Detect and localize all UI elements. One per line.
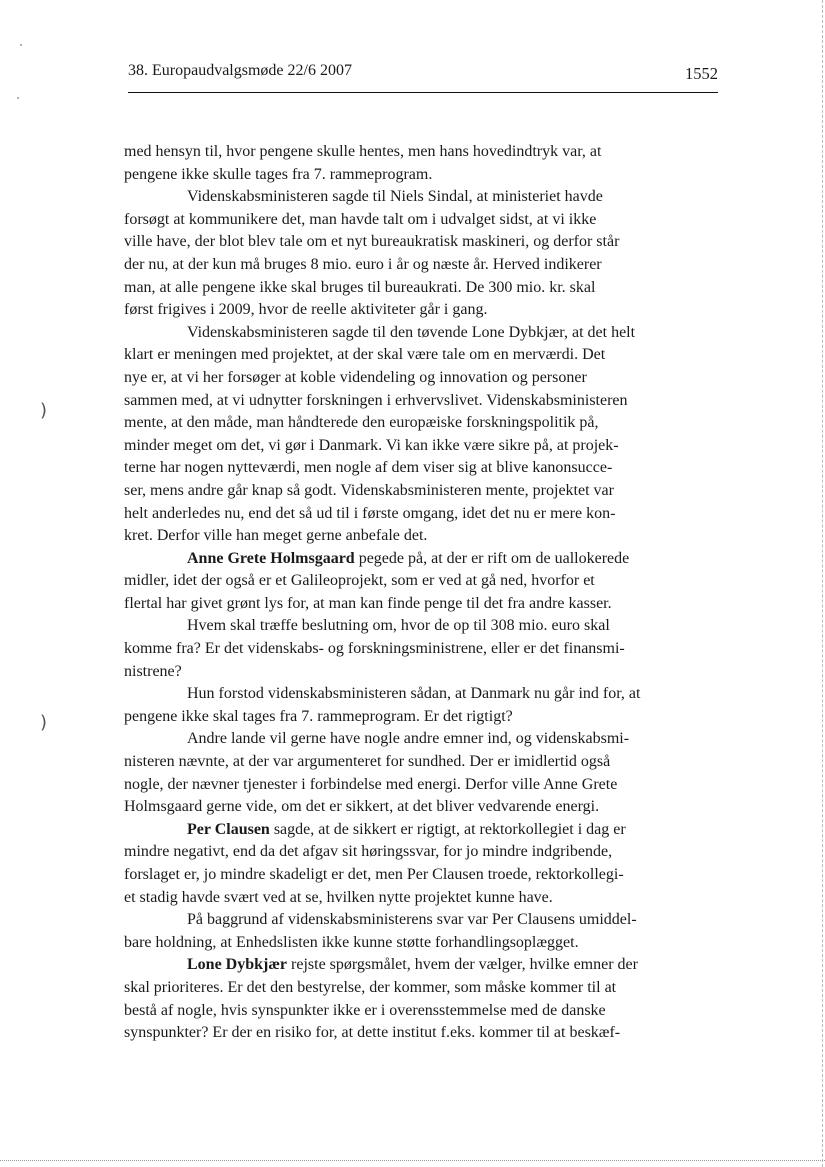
paragraph: med hensyn til, hvor pengene skulle hentes, men hans hovedindtryk var, at pengene ikke skulle tages fra 7. rammeprogram.: [124, 143, 602, 183]
paragraph: Anne Grete Holmsgaard pegede på, at der er rift om de uallokerede midler, idet der også er et Galileoprojekt, som er ved at gå ned, hvorfor et flertal har givet grønt lys for, at man kan finde penge til det fra andre kasser.: [124, 549, 630, 612]
scan-edge-bottom: [0, 1159, 825, 1161]
paragraph: Hvem skal træffe beslutning om, hvor de op til 308 mio. euro skal komme fra? Er det videnskabs- og forskningsministrene, eller er det finansmi- nistrene?: [124, 617, 625, 680]
speaker-name: Anne Grete Holmsgaard: [187, 549, 355, 567]
paragraph: På baggrund af videnskabsministerens svar var Per Clausens umiddel- bare holdning, at Enhedslisten ikke kunne støtte forhandlingsoplægget.: [124, 911, 637, 951]
punch-hole-mark: ): [40, 712, 48, 733]
paragraph: Videnskabsministeren sagde til den tøvende Lone Dybkjær, at det helt klart er meningen med projektet, at der skal være tale om en merværdi. Det nye er, at vi her forsøger at koble videndeling og innovation og personer sammen med, at vi udnytter forskningen i erhvervslivet. Videnskabsministeren mente, at den måde, man håndterede den europæiske forskningspolitik på, minder meget om det, vi gør i Danmark. Vi kan ikke være sikre på, at projek- terne har nogen nytteværdi, men nogle af dem viser sig at blive kanonsucce- ser, mens andre går knap så godt. Videnskabsministeren mente, projektet var helt anderledes nu, end det så ud til i første omgang, idet det nu er mere kon- kret. Derfor ville han meget gerne anbefale det.: [124, 323, 636, 545]
scan-speck: [17, 97, 19, 99]
scan-speck: [20, 44, 22, 46]
paragraph: Per Clausen sagde, at de sikkert er rigtigt, at rektorkollegiet i dag er mindre negativt, end da det afgav sit høringssvar, for jo mindre indgribende, forslaget er, jo mindre skadeligt er det, men Per Clausen troede, rektorkollegi- et stadig havde svært ved at se, hvilken nytte projektet kunne have.: [124, 820, 626, 906]
page-header: [128, 62, 718, 93]
speaker-name: Lone Dybkjær: [187, 956, 288, 974]
scan-edge-right: [821, 0, 823, 1167]
body-text: [124, 141, 716, 1045]
speaker-name: Per Clausen: [187, 820, 270, 838]
paragraph: Hun forstod videnskabsministeren sådan, at Danmark nu går ind for, at pengene ikke skal tages fra 7. rammeprogram. Er det rigtigt?: [124, 685, 641, 725]
header-title: 38. Europaudvalgsmøde 22/6 2007: [128, 62, 352, 79]
punch-hole-mark: ): [40, 400, 48, 421]
page-number: 1552: [685, 64, 718, 83]
paragraph: Andre lande vil gerne have nogle andre emner ind, og videnskabsmi- nisteren nævnte, at der var argumenteret for sundhed. Der er imidlertid også nogle, der nævner tjenester i forbindelse med energi. Derfor ville Anne Grete Holmsgaard gerne vide, om det er sikkert, at det bliver vedvarende energi.: [124, 730, 630, 816]
paragraph: Videnskabsministeren sagde til Niels Sindal, at ministeriet havde forsøgt at kommunikere det, man havde talt om i udvalget sidst, at vi ikke ville have, der blot blev tale om et nyt bureaukratisk maskineri, og derfor står der nu, at der kun må bruges 8 mio. euro i år og næste år. Herved indikerer man, at alle pengene ikke skal bruges til bureaukrati. De 300 mio. kr. skal først frigives i 2009, hvor de reelle aktiviteter går i gang.: [124, 188, 620, 319]
paragraph: Lone Dybkjær rejste spørgsmålet, hvem der vælger, hvilke emner der skal prioriteres. Er det den bestyrelse, der kommer, som måske kommer til at bestå af nogle, hvis synspunkter ikke er i overensstemmelse med de danske synspunkter? Er der en risiko for, at dette institut f.eks. kommer til at beskæf-: [124, 956, 638, 1042]
